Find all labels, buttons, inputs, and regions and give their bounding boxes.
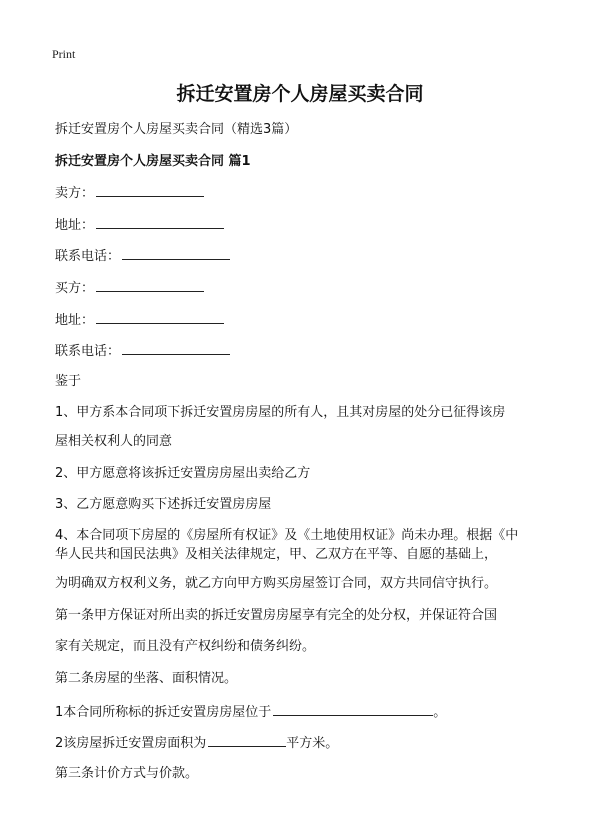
article-2-heading: 第二条房屋的坐落、面积情况。 [55,671,238,686]
buyer-label: 买方： [55,281,95,296]
seller-blank [96,183,204,197]
item-1-text: 1本合同所称标的拆迁安置房房屋位于 [55,705,272,720]
buyer-address-blank [96,310,224,324]
seller-address-field [55,215,224,235]
document-subtitle: 拆迁安置房个人房屋买卖合同（精选3篇） [55,122,298,137]
buyer-field [55,278,204,298]
whereas-heading: 鉴于 [55,374,82,389]
location-blank [273,702,433,716]
seller-label: 卖方： [55,186,95,201]
buyer-phone-blank [122,341,230,355]
clause-2: 2、甲方愿意将该拆迁安置房房屋出卖给乙方 [55,466,311,481]
seller-address-blank [96,215,224,229]
clause-4-line-2: 华人民共和国民法典》及相关法律规定，甲、乙双方在平等、自愿的基础上， [55,547,498,562]
item-2-text: 2该房屋拆迁安置房面积为 [55,736,207,751]
buyer-address-label: 地址： [55,313,95,328]
article-1-line-1: 第一条甲方保证对所出卖的拆迁安置房房屋享有完全的处分权，并保证符合国 [55,608,498,623]
area-blank [208,733,286,747]
seller-phone-label: 联系电话： [55,249,121,264]
section-heading: 拆迁安置房个人房屋买卖合同 篇1 [55,154,251,169]
print-link[interactable]: Print [52,47,76,61]
clause-1-line-1: 1、甲方系本合同项下拆迁安置房房屋的所有人，且其对房屋的处分已征得该房 [55,405,506,420]
article-3-heading: 第三条计价方式与价款。 [55,766,199,781]
article-1-line-2: 家有关规定，而且没有产权纠纷和债务纠纷。 [55,639,316,654]
seller-field [55,183,204,203]
seller-phone-field [55,246,230,266]
document-title: 拆迁安置房个人房屋买卖合同 [176,83,424,105]
clause-3: 3、乙方愿意购买下述拆迁安置房房屋 [55,497,272,512]
article-2-item-2 [55,733,338,753]
seller-address-label: 地址： [55,218,95,233]
buyer-blank [96,278,204,292]
clause-4-line-3: 为明确双方权利义务，就乙方向甲方购买房屋签订合同，双方共同信守执行。 [55,576,498,591]
buyer-address-field [55,310,224,330]
clause-4-line-1: 4、本合同项下房屋的《房屋所有权证》及《土地使用权证》尚未办理。根据《中 [55,528,519,543]
seller-phone-blank [122,246,230,260]
clause-1-line-2: 屋相关权利人的同意 [55,434,173,449]
item-1-suffix: 。 [433,705,447,720]
buyer-phone-field [55,341,230,361]
buyer-phone-label: 联系电话： [55,344,121,359]
article-2-item-1 [55,702,446,722]
item-2-suffix: 平方米。 [286,736,339,751]
